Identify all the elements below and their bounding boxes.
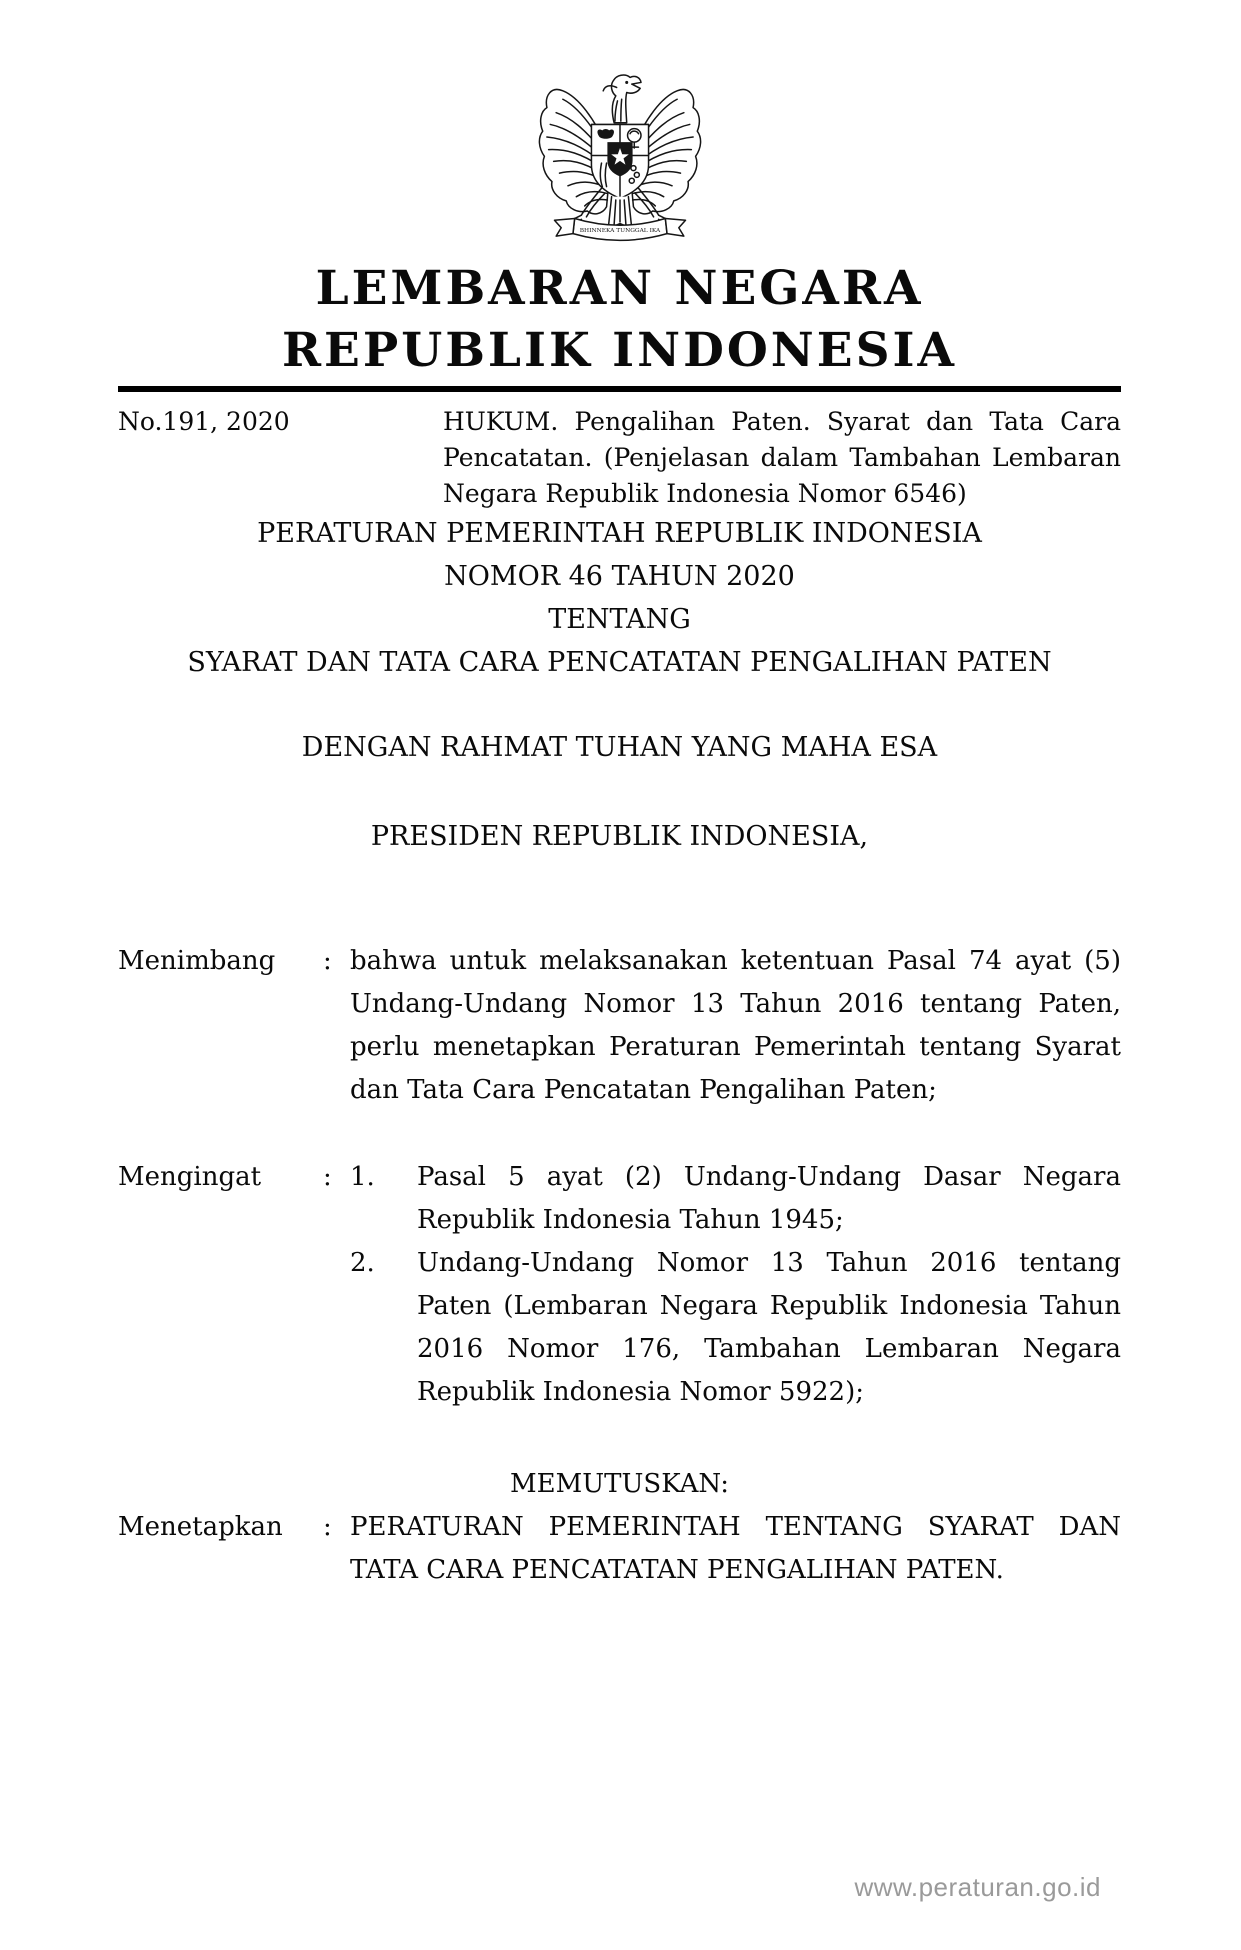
authority-line: PRESIDEN REPUBLIK INDONESIA, [370, 821, 869, 852]
regulation-subject-line: SYARAT DAN TATA CARA PENCATATAN PENGALIHAN PATEN [187, 647, 1052, 678]
garuda-pancasila-icon [536, 62, 704, 244]
svg-text:BHINNEKA TUNGGAL IKA: BHINNEKA TUNGGAL IKA [579, 227, 660, 234]
enacting-clause [118, 1506, 1121, 1592]
legal-basis-item-number: 2. [350, 1248, 375, 1278]
legal-basis-item [350, 1156, 1121, 1242]
invocation-line: DENGAN RAHMAT TUHAN YANG MAHA ESA [301, 732, 938, 763]
considering-text: bahwa untuk melaksanakan ketentuan Pasal 74 ayat (5) Undang-Undang Nomor 13 Tahun 2016 tentang Paten, perlu menetapkan Peraturan Pemerintah tentang Syarat dan Tata Cara Pencatatan Pengalihan Paten; [350, 946, 1121, 1105]
regulation-title-block [118, 512, 1121, 684]
legal-basis-item [350, 1242, 1121, 1414]
legal-basis-item-text: Undang-Undang Nomor 13 Tahun 2016 tentang Paten (Lembaran Negara Republik Indonesia Tahun 2016 Nomor 176, Tambahan Lembaran Negara Republik Indonesia Nomor 5922); [417, 1248, 1121, 1407]
enacting-label: Menetapkan [118, 1512, 283, 1542]
legal-basis-item-text: Pasal 5 ayat (2) Undang-Undang Dasar Negara Republik Indonesia Tahun 1945; [417, 1162, 1121, 1235]
regulation-type-line: PERATURAN PEMERINTAH REPUBLIK INDONESIA [257, 518, 982, 549]
regulation-about-word: TENTANG [548, 604, 691, 635]
emblem-wrap [118, 62, 1121, 246]
footer-watermark-url: www.peraturan.go.id [854, 1872, 1101, 1902]
legal-basis-item-number: 1. [350, 1162, 375, 1192]
enacting-colon: : [323, 1512, 332, 1542]
recalling-label: Mengingat [118, 1162, 262, 1192]
masthead-rule [118, 386, 1121, 392]
considering-clause [118, 940, 1121, 1112]
decision-heading: MEMUTUSKAN: [510, 1469, 729, 1499]
considering-label: Menimbang [118, 946, 276, 976]
enacting-text: PERATURAN PEMERINTAH TENTANG SYARAT DAN TATA CARA PENCATATAN PENGALIHAN PATEN. [350, 1512, 1121, 1585]
gazette-abstract: HUKUM. Pengalihan Paten. Syarat dan Tata Cara Pencatatan. (Penjelasan dalam Tambahan Lembaran Negara Republik Indonesia Nomor 6546) [443, 407, 1121, 508]
masthead-title-line1: LEMBARAN NEGARA [315, 261, 924, 316]
page-content [118, 0, 1121, 1592]
masthead [118, 258, 1121, 382]
gazette-header-row [118, 404, 1121, 512]
recalling-clause [118, 1156, 1121, 1414]
regulation-number-line: NOMOR 46 TAHUN 2020 [444, 561, 795, 592]
masthead-title-line2: REPUBLIK INDONESIA [281, 323, 957, 378]
recalling-colon: : [323, 1162, 332, 1192]
considering-colon: : [323, 946, 332, 976]
gazette-number: No.191, 2020 [118, 407, 290, 436]
recalling-list [350, 1156, 1121, 1414]
